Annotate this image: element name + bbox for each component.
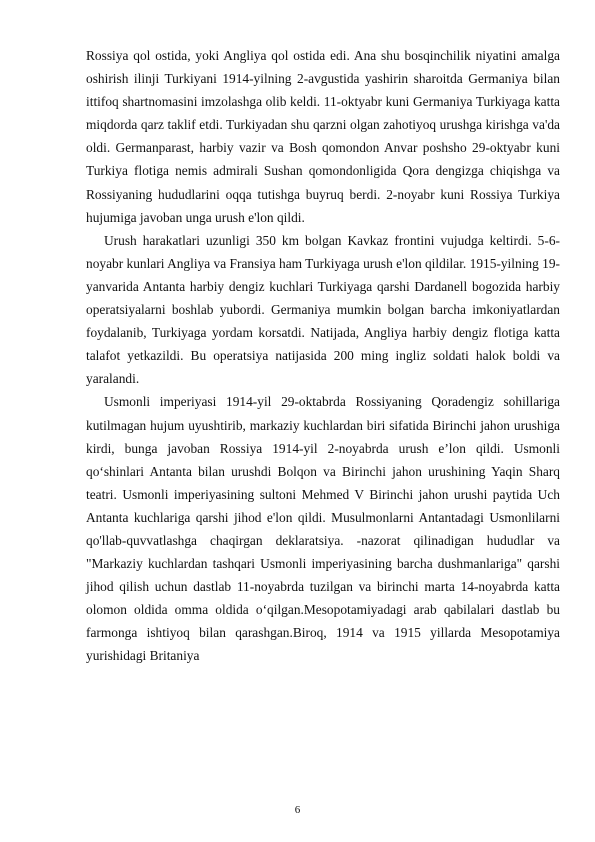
paragraph-3: Usmonli imperiyasi 1914-yil 29-oktabrda Rossiyaning Qoradengiz sohillariga kutilmagan hujum uyushtirib, markaziy kuchlardan biri sifatida Birinchi jahon urushiga kirdi, bunga javoban Rossiya 1914-yil 2-noyabrda urush e’lon qildi. Usmonli qo‘shinlari Antanta bilan urushdi Bolqon va Birinchi jahon urushining Yaqin Sharq teatri. Usmonli imperiyasining sultoni Mehmed V Birinchi jahon urushi paytida Uch Antanta kuchlariga qarshi jihod e'lon qildi. Musulmonlarni Antantadagi Usmonlilarni qo'llab-quvvatlashga chaqirgan deklaratsiya. -nazorat qilinadigan hududlar va "Markaziy kuchlardan tashqari Usmonli imperiyasining barcha dushmanlariga" qarshi jihod qilish uchun dastlab 11-noyabrda tuzilgan va birinchi marta 14-noyabrda katta olomon oldida omma oldida o‘qilgan.Mesopotamiyadagi arab qabilalari dastlab bu farmonga ishtiyoq bilan qarashgan.Biroq, 1914 va 1915 yillarda Mesopotamiya yurishidagi Britaniya bbox=[86, 394, 560, 664]
document-body bbox=[86, 44, 560, 668]
paragraph-1: Rossiya qo‍l ostida, yoki Angliya qo‍l ostida edi. Ana shu bosqinchilik niyatini amalga oshirish ilinji Turkiyani 1914-yilning 2-avgustida yashirin sharoitda Germaniya bilan ittifoq shartnomasini imzolashga olib keldi. 11-oktyabr kuni Germaniya Turkiyaga katta miqdorda qarz taklif etdi. Turkiyadan shu qarzni olgan zahotiyoq urushga kirishga va'da oldi. Germanparast, harbiy vazir va Bosh qomondon Anvar poshsho 29-oktyabr kuni Turkiya flotiga nemis admirali Sushan qomondonligida Qora dengizga chiqishga va Rossiyaning hududlarini oqqa tutishga buyruq berdi. 2-noyabr kuni Rossiya Turkiya hujumiga javoban unga urush e'lon qildi. bbox=[86, 48, 560, 225]
page-number: 6 bbox=[294, 804, 301, 816]
paragraph-2: Urush harakatlari uzunligi 350 km bolgan Kavkaz frontini vujudga keltirdi. 5-6-noyabr kunlari Angliya va Fransiya ham Turkiyaga urush e'lon qildilar. 1915-yilning 19-yanvarida Antanta harbiy dengiz kuchlari Turkiyaga qarshi Dardanell bogozida harbiy operatsiyalarni boshlab yubordi. Germaniya mumkin bolgan barcha imkoniyatlardan foydalanib, Turkiyaga yordam korsatdi. Natijada, Angliya harbiy dengiz flotiga katta talafot yetkazildi. Bu operatsiya natijasida 200 ming ingliz soldati halok boldi va yaralandi. bbox=[86, 232, 560, 387]
